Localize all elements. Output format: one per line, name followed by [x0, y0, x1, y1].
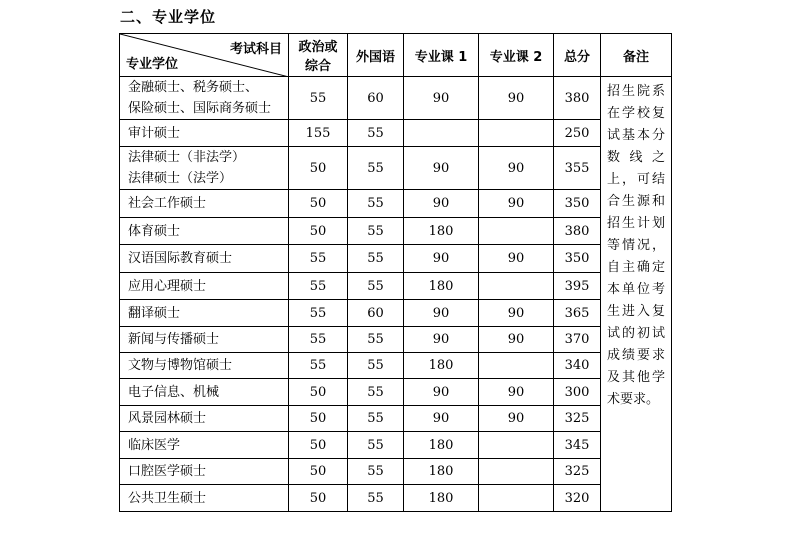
degree-name-line1: 体育硕士 — [128, 223, 181, 239]
note-line: 试基本分 — [607, 128, 665, 143]
course1-score-cell: 180 — [404, 459, 479, 485]
degree-name-line1: 审计硕士 — [128, 125, 181, 141]
degree-name-line1: 法律硕士（非法学） — [128, 150, 246, 165]
course2-score-cell — [479, 120, 554, 147]
foreign-score-cell: 55 — [348, 120, 404, 147]
course2-score-cell: 90 — [479, 300, 554, 327]
total-score-cell: 380 — [554, 218, 601, 245]
degree-name-cell — [120, 273, 289, 300]
table-row — [120, 190, 672, 218]
degree-name-cell — [120, 300, 289, 327]
note-line: 试的初试 — [607, 326, 665, 341]
total-score-cell: 350 — [554, 190, 601, 218]
degree-name-line1: 临床医学 — [128, 437, 181, 453]
foreign-score-cell: 55 — [348, 190, 404, 218]
foreign-score-cell: 55 — [348, 406, 404, 432]
politics-score-cell: 55 — [289, 273, 348, 300]
course2-score-cell — [479, 218, 554, 245]
table-row — [120, 379, 672, 406]
course2-score-cell — [479, 459, 554, 485]
total-score-cell: 395 — [554, 273, 601, 300]
header-row — [120, 34, 672, 77]
politics-score-cell: 50 — [289, 190, 348, 218]
degree-name-cell — [120, 77, 289, 120]
degree-name-line1: 电子信息、机械 — [128, 384, 220, 400]
total-score-cell: 350 — [554, 245, 601, 273]
degree-name-line1: 文物与博物馆硕士 — [128, 358, 233, 373]
note-header: 备注 — [601, 34, 672, 77]
course1-score-cell: 180 — [404, 218, 479, 245]
degree-name-line1: 风景园林硕士 — [128, 411, 207, 426]
total-score-cell: 325 — [554, 406, 601, 432]
degree-name-cell — [120, 379, 289, 406]
note-line: 招生院系 — [607, 84, 665, 99]
table-row — [120, 353, 672, 379]
degree-name-line1: 公共卫生硕士 — [128, 490, 207, 506]
course2-score-cell: 90 — [479, 327, 554, 353]
degree-name-line2: 法律硕士（法学） — [128, 171, 233, 186]
degree-name-cell — [120, 218, 289, 245]
total-score-cell: 370 — [554, 327, 601, 353]
total-score-cell: 325 — [554, 459, 601, 485]
course1-score-cell: 180 — [404, 353, 479, 379]
politics-score-cell: 155 — [289, 120, 348, 147]
politics-score-cell: 50 — [289, 485, 348, 512]
course2-header: 专业课 2 — [479, 34, 554, 77]
degree-name-line1: 社会工作硕士 — [128, 196, 207, 211]
total-score-cell: 345 — [554, 432, 601, 459]
politics-score-cell: 50 — [289, 406, 348, 432]
foreign-score-cell: 60 — [348, 300, 404, 327]
note-line: 及其他学 — [607, 370, 665, 385]
table-row — [120, 432, 672, 459]
corner-top-label: 考试科目 — [229, 42, 282, 57]
degree-name-line1: 金融硕士、税务硕士、 — [128, 80, 259, 95]
note-line: 数线之 — [607, 150, 665, 165]
degree-name-line1: 汉语国际教育硕士 — [128, 251, 233, 266]
course2-score-cell: 90 — [479, 379, 554, 406]
degree-name-cell — [120, 406, 289, 432]
total-score-cell: 250 — [554, 120, 601, 147]
corner-header-cell — [120, 34, 289, 77]
foreign-score-cell: 55 — [348, 459, 404, 485]
degree-name-cell — [120, 245, 289, 273]
course2-score-cell: 90 — [479, 190, 554, 218]
degree-name-cell — [120, 327, 289, 353]
course1-score-cell: 90 — [404, 300, 479, 327]
note-line: 术要求。 — [607, 392, 660, 407]
foreign-score-cell: 55 — [348, 379, 404, 406]
politics-header-line2: 综合 — [304, 59, 331, 74]
table-row — [120, 300, 672, 327]
degree-name-cell — [120, 485, 289, 512]
table-row — [120, 120, 672, 147]
politics-header-line1: 政治或 — [298, 40, 338, 55]
foreign-score-cell: 55 — [348, 245, 404, 273]
table-row — [120, 218, 672, 245]
corner-bottom-label: 专业学位 — [126, 57, 179, 72]
table-row — [120, 406, 672, 432]
note-line: 成绩要求 — [607, 348, 665, 363]
politics-score-cell: 50 — [289, 147, 348, 190]
course2-score-cell: 90 — [479, 245, 554, 273]
degree-name-line1: 应用心理硕士 — [128, 278, 207, 294]
politics-score-cell: 50 — [289, 218, 348, 245]
course1-score-cell: 90 — [404, 147, 479, 190]
foreign-score-cell: 55 — [348, 485, 404, 512]
course1-score-cell: 180 — [404, 485, 479, 512]
course2-score-cell — [479, 432, 554, 459]
degree-name-line2: 保险硕士、国际商务硕士 — [128, 101, 272, 116]
table-row — [120, 147, 672, 190]
course1-score-cell: 90 — [404, 245, 479, 273]
degree-name-cell — [120, 147, 289, 190]
politics-score-cell: 50 — [289, 432, 348, 459]
note-line: 招生计划 — [607, 216, 665, 231]
professional-degree-score-table — [119, 33, 672, 512]
note-line: 生进入复 — [607, 304, 665, 319]
table-row — [120, 77, 672, 120]
course1-header: 专业课 1 — [404, 34, 479, 77]
table-row — [120, 245, 672, 273]
degree-name-cell — [120, 190, 289, 218]
course2-score-cell — [479, 273, 554, 300]
course1-score-cell: 90 — [404, 379, 479, 406]
politics-score-cell: 55 — [289, 77, 348, 120]
table-row — [120, 273, 672, 300]
course2-score-cell: 90 — [479, 406, 554, 432]
foreign-language-header: 外国语 — [348, 34, 404, 77]
course1-score-cell: 180 — [404, 432, 479, 459]
total-score-cell: 380 — [554, 77, 601, 120]
degree-name-line1: 翻译硕士 — [128, 305, 181, 321]
total-score-cell: 340 — [554, 353, 601, 379]
politics-header — [289, 34, 348, 77]
politics-score-cell: 50 — [289, 379, 348, 406]
note-line: 本单位考 — [607, 282, 665, 297]
note-line: 合生源和 — [607, 194, 665, 209]
section-heading: 二、专业学位 — [120, 8, 217, 26]
note-line: 自主确定 — [607, 260, 665, 275]
degree-name-cell — [120, 432, 289, 459]
course2-score-cell: 90 — [479, 77, 554, 120]
note-cell — [601, 77, 672, 512]
total-score-cell: 355 — [554, 147, 601, 190]
foreign-score-cell: 55 — [348, 218, 404, 245]
note-line: 在学校复 — [607, 106, 665, 121]
course2-score-cell — [479, 353, 554, 379]
degree-name-cell — [120, 353, 289, 379]
foreign-score-cell: 60 — [348, 77, 404, 120]
total-score-cell: 320 — [554, 485, 601, 512]
politics-score-cell: 55 — [289, 300, 348, 327]
foreign-score-cell: 55 — [348, 353, 404, 379]
course1-score-cell: 90 — [404, 327, 479, 353]
course2-score-cell — [479, 485, 554, 512]
politics-score-cell: 55 — [289, 245, 348, 273]
course1-score-cell: 90 — [404, 77, 479, 120]
total-header: 总分 — [554, 34, 601, 77]
course1-score-cell: 180 — [404, 273, 479, 300]
course1-score-cell — [404, 120, 479, 147]
degree-name-line1: 口腔医学硕士 — [128, 464, 207, 479]
course2-score-cell: 90 — [479, 147, 554, 190]
note-line: 上，可结 — [607, 172, 665, 187]
politics-score-cell: 55 — [289, 353, 348, 379]
degree-name-line1: 新闻与传播硕士 — [128, 332, 220, 347]
politics-score-cell: 55 — [289, 327, 348, 353]
degree-name-cell — [120, 120, 289, 147]
degree-name-cell — [120, 459, 289, 485]
total-score-cell: 365 — [554, 300, 601, 327]
foreign-score-cell: 55 — [348, 432, 404, 459]
foreign-score-cell: 55 — [348, 327, 404, 353]
foreign-score-cell: 55 — [348, 147, 404, 190]
politics-score-cell: 50 — [289, 459, 348, 485]
note-line: 等情况， — [607, 238, 665, 253]
table-row — [120, 327, 672, 353]
table-row — [120, 459, 672, 485]
total-score-cell: 300 — [554, 379, 601, 406]
table-row — [120, 485, 672, 512]
foreign-score-cell: 55 — [348, 273, 404, 300]
course1-score-cell: 90 — [404, 406, 479, 432]
course1-score-cell: 90 — [404, 190, 479, 218]
